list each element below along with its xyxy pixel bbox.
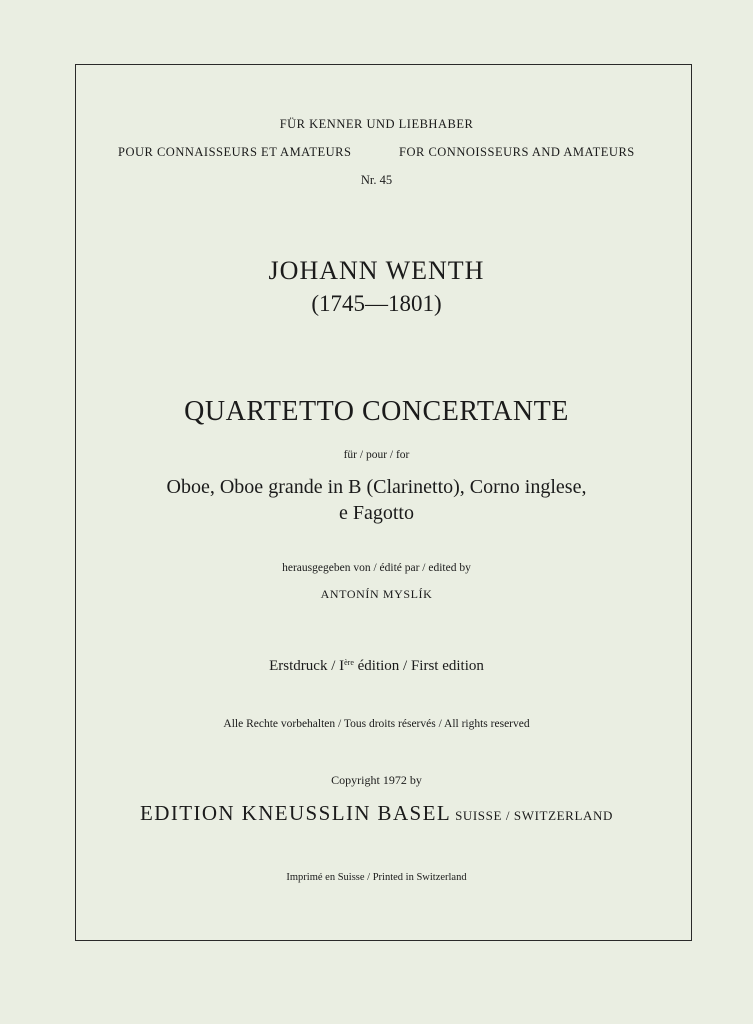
publisher-line [0, 801, 753, 826]
printed-in-notice: Imprimé en Suisse / Printed in Switzerland [286, 872, 467, 883]
instrumentation-line-1: Oboe, Oboe grande in B (Clarinetto), Corno inglese, [166, 476, 587, 498]
editor-name: ANTONÍN MYSLÍK [320, 587, 433, 601]
publisher-location: SUISSE / SWITZERLAND [455, 808, 613, 823]
series-title-german: FÜR KENNER UND LIEBHABER [279, 117, 474, 131]
composer-dates: (1745—1801) [311, 291, 442, 316]
composer-name: JOHANN WENTH [268, 256, 485, 285]
instrumentation-line-2: e Fagotto [339, 502, 414, 524]
series-title-english: FOR CONNOISSEURS AND AMATEURS [399, 145, 635, 159]
editor-label: herausgegeben von / édité par / edited by [282, 562, 471, 574]
series-title-french: POUR CONNAISSEURS ET AMATEURS [118, 145, 352, 159]
edition-note-part2: édition / First edition [353, 658, 484, 674]
instrumentation-label: für / pour / for [343, 449, 410, 461]
publisher-name: EDITION KNEUSSLIN BASEL [140, 801, 452, 825]
edition-superscript: ère [344, 658, 354, 667]
copyright-notice: Copyright 1972 by [331, 773, 422, 787]
work-title: QUARTETTO CONCERTANTE [184, 396, 569, 427]
series-number: Nr. 45 [360, 173, 393, 187]
edition-note [0, 658, 753, 675]
rights-notice: Alle Rechte vorbehalten / Tous droits réservés / All rights reserved [223, 718, 530, 730]
edition-note-part1: Erstdruck / I [269, 658, 345, 674]
